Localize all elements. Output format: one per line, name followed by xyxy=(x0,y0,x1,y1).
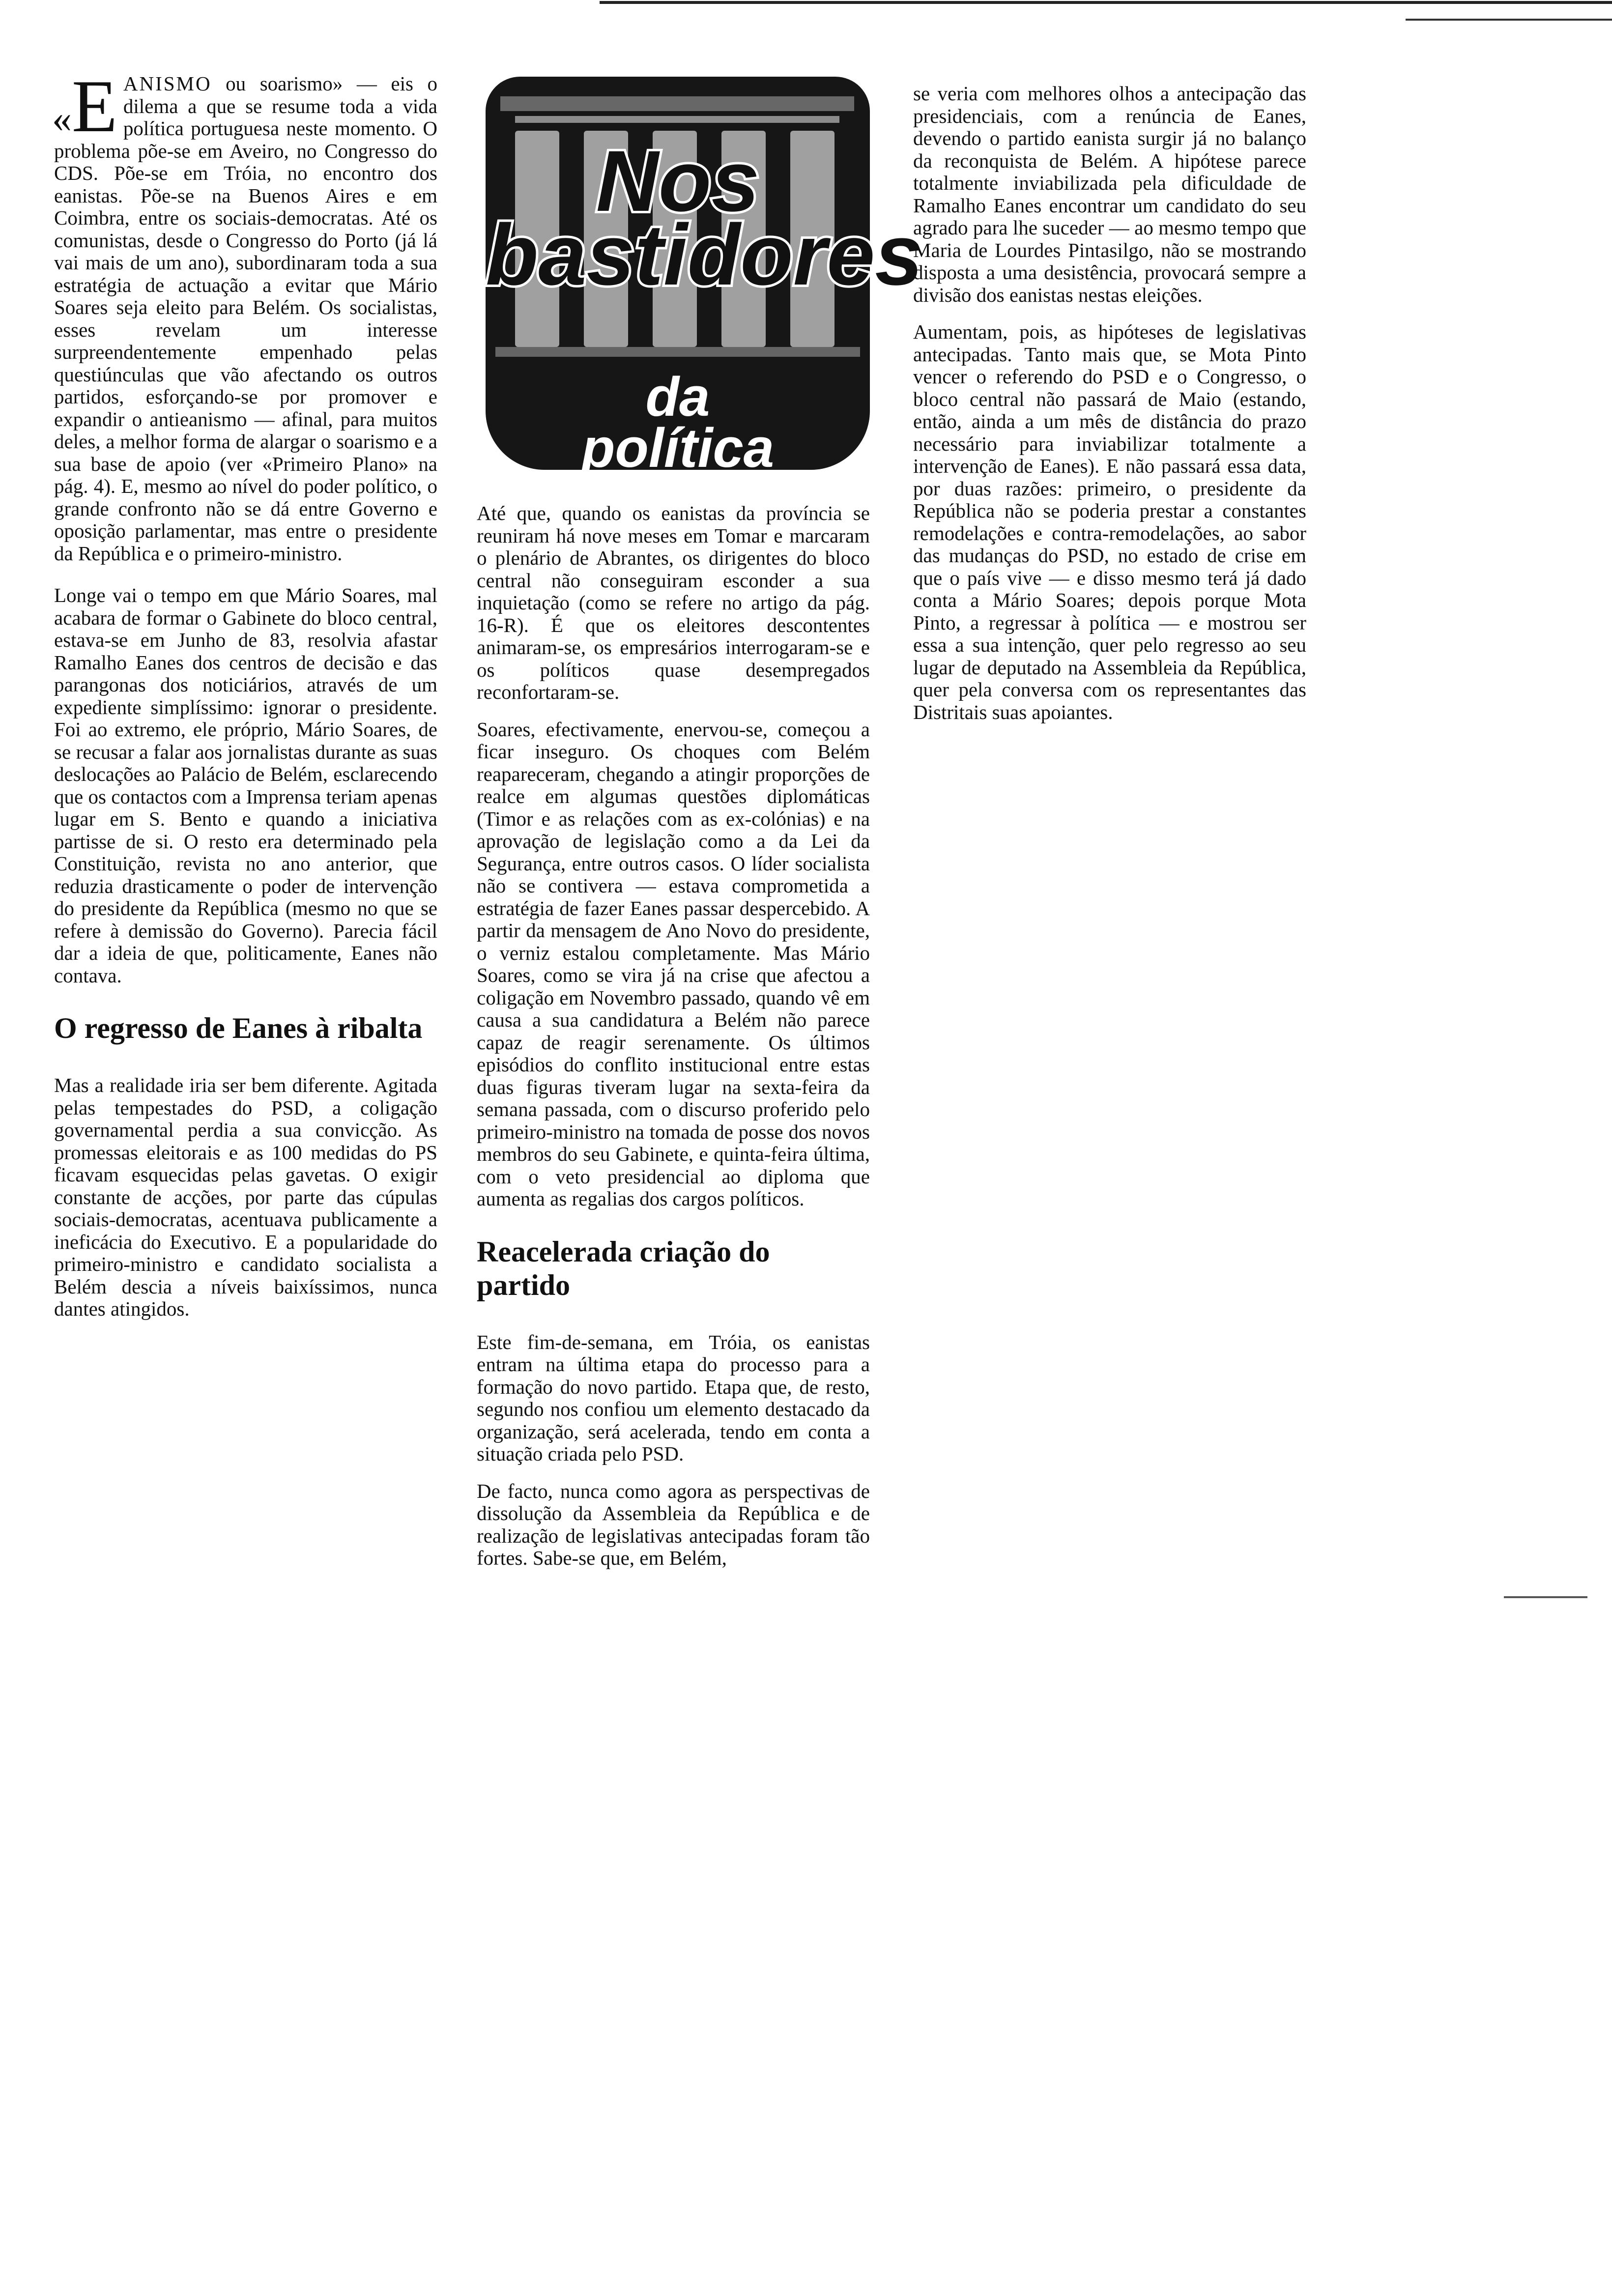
lead-paragraph xyxy=(52,65,437,565)
article-column-3 xyxy=(913,83,1306,738)
article-column-1 xyxy=(52,65,437,1335)
paragraph: Este fim-de-semana, em Tróia, os eanistas entram na última etapa do processo para a formação do novo partido. Etapa que, de resto, segundo nos confiou um elemento destacado da organização, será acelerada, tendo em conta a situação criada pelo PSD. xyxy=(477,1330,870,1465)
subheading: O regresso de Eanes à ribalta xyxy=(54,1012,423,1044)
drop-cap: «E xyxy=(52,65,117,147)
paragraph: Até que, quando os eanistas da província se reuniram há nove meses em Tomar e marcaram o plenário de Abrantes, os dirigentes do bloco central não conseguiram esconder a sua inquietação (como se refere no artigo da pág. 16-R). É que os eleitores descontentes animaram-se, os empresários interrogaram-se e os políticos quase desempregados reconfortaram-se. xyxy=(477,502,870,703)
section-title-box xyxy=(486,77,923,479)
paragraph: De facto, nunca como agora as perspectivas de dissolução da Assembleia da República e de realização de legislativas antecipadas foram tão fortes. Sabe-se que, em Belém, xyxy=(477,1479,870,1569)
lead-caps: ANISMO xyxy=(123,72,212,95)
paragraph: se veria com melhores olhos a antecipação das presidenciais, com a renúncia de Eanes, devendo o partido eanista surgir já no balanço da reconquista de Belém. A hipótese parece totalmente inviabilizada pela dificuldade de Ramalho Eanes encontrar um candidato do seu agrado para lhe suceder — ao mesmo tempo que Maria de Lourdes Pintasilgo, não se mostrando disposta a uma desistência, provocará sempre a divisão dos eanistas nestas eleições. xyxy=(913,82,1306,306)
margin-rule xyxy=(1504,1596,1587,1598)
paragraph: Soares, efectivamente, enervou-se, começou a ficar inseguro. Os choques com Belém reapareceram, chegando a atingir proporções de realce em algumas questões diplomáticas (Timor e as relações com as ex-colónias) e na aprovação de legislação como a da Lei da Segurança, entre outros casos. O líder socialista não se contivera — estava comprometida a estratégia de fazer Eanes passar despercebido. A partir da mensagem de Ano Novo do presidente, o verniz estalou completamente. Mas Mário Soares, como se vira já na crise que afectou a coligação em Novembro passado, quando vê em causa a sua candidatura a Belém não parece capaz de reagir serenamente. Os últimos episódios do conflito institucional entre estas duas figuras tiveram lugar na sexta-feira da semana passada, com o discurso proferido pelo primeiro-ministro na tomada de posse dos novos membros do seu Gabinete, e quinta-feira última, com o veto presidencial ao diploma que aumenta as regalias dos cargos políticos. xyxy=(477,718,870,1210)
top-rule xyxy=(600,1,1612,4)
paragraph: Longe vai o tempo em que Mário Soares, mal acabara de formar o Gabinete do bloco central, estava-se em Junho de 83, resolvia afastar Ramalho Eanes dos centros de decisão e das parangonas dos noticiários, através de um expediente simplíssimo: ignorar o presidente. Foi ao extremo, ele próprio, Mário Soares, de se recusar a falar aos jornalistas durante as suas deslocações ao Palácio de Belém, esclarecendo que os contactos com a Imprensa teriam apenas lugar em S. Bento e quando a iniciativa partisse de si. O resto era determinado pela Constituição, revista no ano anterior, que reduzia drasticamente o poder de intervenção do presidente da República (mesmo no que se refere à demissão do Governo). Parecia fácil dar a ideia de que, politicamente, Eanes não contava. xyxy=(54,584,437,987)
article-column-2 xyxy=(477,502,870,1584)
title-line-politica: política xyxy=(581,417,775,479)
top-rule-secondary xyxy=(1406,19,1612,21)
subheading: Reacelerada criação do partido xyxy=(477,1235,770,1301)
paragraph: Mas a realidade iria ser bem diferente. Agitada pelas tempestades do PSD, a coligação governamental perdia a sua convicção. As promessas eleitorais e as 100 medidas do PS ficavam esquecidas pelas gavetas. O exigir constante de acções, por parte das cúpulas sociais-democratas, acentuava publicamente a ineficácia do Executivo. E a popularidade do primeiro-ministro e candidato socialista a Belém descia a níveis baixíssimos, nunca dantes atingidos. xyxy=(54,1074,437,1320)
title-line-da: da xyxy=(645,366,710,428)
lead-text: ou soarismo» — eis o dilema a que se resume toda a vida política portuguesa neste momento. O problema põe-se em Aveiro, no Congresso do CDS. Põe-se em Tróia, no encontro dos eanistas. Põe-se na Buenos Aires e em Coimbra, entre os sociais-democratas. Até os comunistas, desde o Congresso do Porto (já lá vai mais de um ano), subordinaram toda a sua estratégia de actuação a evitar que Mário Soares seja eleito para Belém. Os socialistas, esses revelam um interesse surpreendentemente empenhado pelas questiúnculas que vão afectando os outros partidos, esforçando-se por promover e expandir o antieanismo — afinal, para muitos deles, a melhor forma de alargar o soarismo e a sua base de apoio (ver «Primeiro Plano» na pág. 4). E, mesmo ao nível do poder político, o grande confronto não se dá entre Governo e oposição parlamentar, mas entre o presidente da República e o primeiro-ministro. xyxy=(54,72,437,565)
title-line-bastidores: bastidores xyxy=(486,207,923,303)
paragraph: Aumentam, pois, as hipóteses de legislativas antecipadas. Tanto mais que, se Mota Pinto vencer o referendo do PSD e o Congresso, o bloco central não passará de Maio (estando, então, ainda a um mês de distância do prazo necessário para inviabilizar totalmente a intervenção de Eanes). E não passará essa data, por duas razões: primeiro, o presidente da República não se poderia prestar a constantes remodelações e contra-remodelações, ao sabor das mudanças do PSD, no estado de crise em que o país vive — e disso mesmo terá já dado conta a Mário Soares; depois porque Mota Pinto, a regressar à política — e mostrou ser essa a sua intenção, quer pelo regresso ao seu lugar de deputado na Assembleia da República, quer pela conversa com os representantes das Distritais suas apoiantes. xyxy=(913,320,1306,723)
title-line-nos: Nos xyxy=(596,133,760,230)
